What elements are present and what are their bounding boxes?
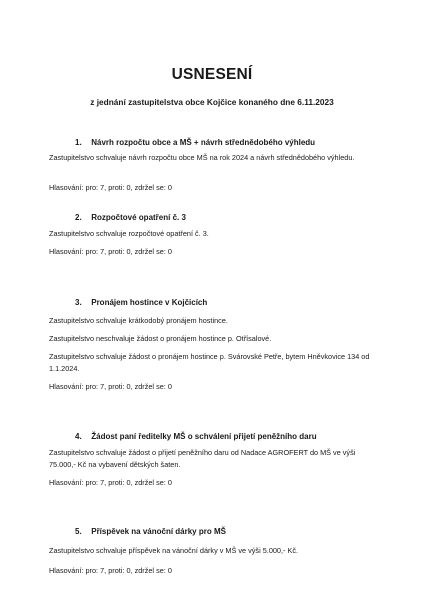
item-3-vote: Hlasování: pro: 7, proti: 0, zdržel se: 0 [49,382,172,391]
item-number: 5. [75,527,82,536]
item-1-heading [75,138,315,147]
item-heading-text: Žádost paní ředitelky MŠ o schválení přijetí peněžního daru [91,432,317,441]
item-heading-text: Pronájem hostince v Kojčicích [91,298,208,307]
item-2-paragraph: Zastupitelstvo schvaluje rozpočtové opatření č. 3. [49,229,209,238]
item-4-vote: Hlasování: pro: 7, proti: 0, zdržel se: 0 [49,478,172,487]
item-heading-text: Návrh rozpočtu obce a MŠ + návrh střednědobého výhledu [91,138,316,147]
item-3-paragraph-3: Zastupitelstvo schvaluje žádost o pronájem hostince p. Svárovské Petře, bytem Hněvkovice 134 od 1.1.2024. [49,352,370,373]
item-number: 4. [75,432,82,441]
item-heading-text: Příspěvek na vánoční dárky pro MŠ [91,527,226,536]
item-5-heading [75,527,226,536]
item-5-paragraph: Zastupitelstvo schvaluje příspěvek na vánoční dárky v MŠ ve výši 5.000,- Kč. [49,546,299,555]
item-3-heading [75,298,207,307]
item-1-vote: Hlasování: pro: 7, proti: 0, zdržel se: 0 [49,183,172,192]
document-subtitle: z jednání zastupitelstva obce Kojčice konaného dne 6.11.2023 [90,97,334,107]
item-2-vote: Hlasování: pro: 7, proti: 0, zdržel se: 0 [49,247,172,256]
item-3-paragraph-1: Zastupitelstvo schvaluje krátkodobý pronájem hostince. [49,316,228,325]
item-2-heading [75,213,186,222]
document-title: USNESENÍ [171,66,253,83]
item-number: 2. [75,213,82,222]
item-1-paragraph: Zastupitelstvo schvaluje návrh rozpočtu obce MŠ na rok 2024 a návrh střednědobého výhledu. [49,153,355,162]
item-4-paragraph: Zastupitelstvo schvaluje žádost o přijetí peněžního daru od Nadace AGROFERT do MŠ ve výši 75.000,- Kč na vybavení dětských šaten. [49,448,356,469]
item-3-paragraph-2: Zastupitelstvo neschvaluje žádost o pronájem hostince p. Otřísalové. [49,334,272,343]
item-number: 3. [75,298,82,307]
item-4-heading [75,432,317,441]
item-number: 1. [75,138,82,147]
item-5-vote: Hlasování: pro: 7, proti: 0, zdržel se: 0 [49,566,172,575]
item-heading-text: Rozpočtové opatření č. 3 [91,213,186,222]
